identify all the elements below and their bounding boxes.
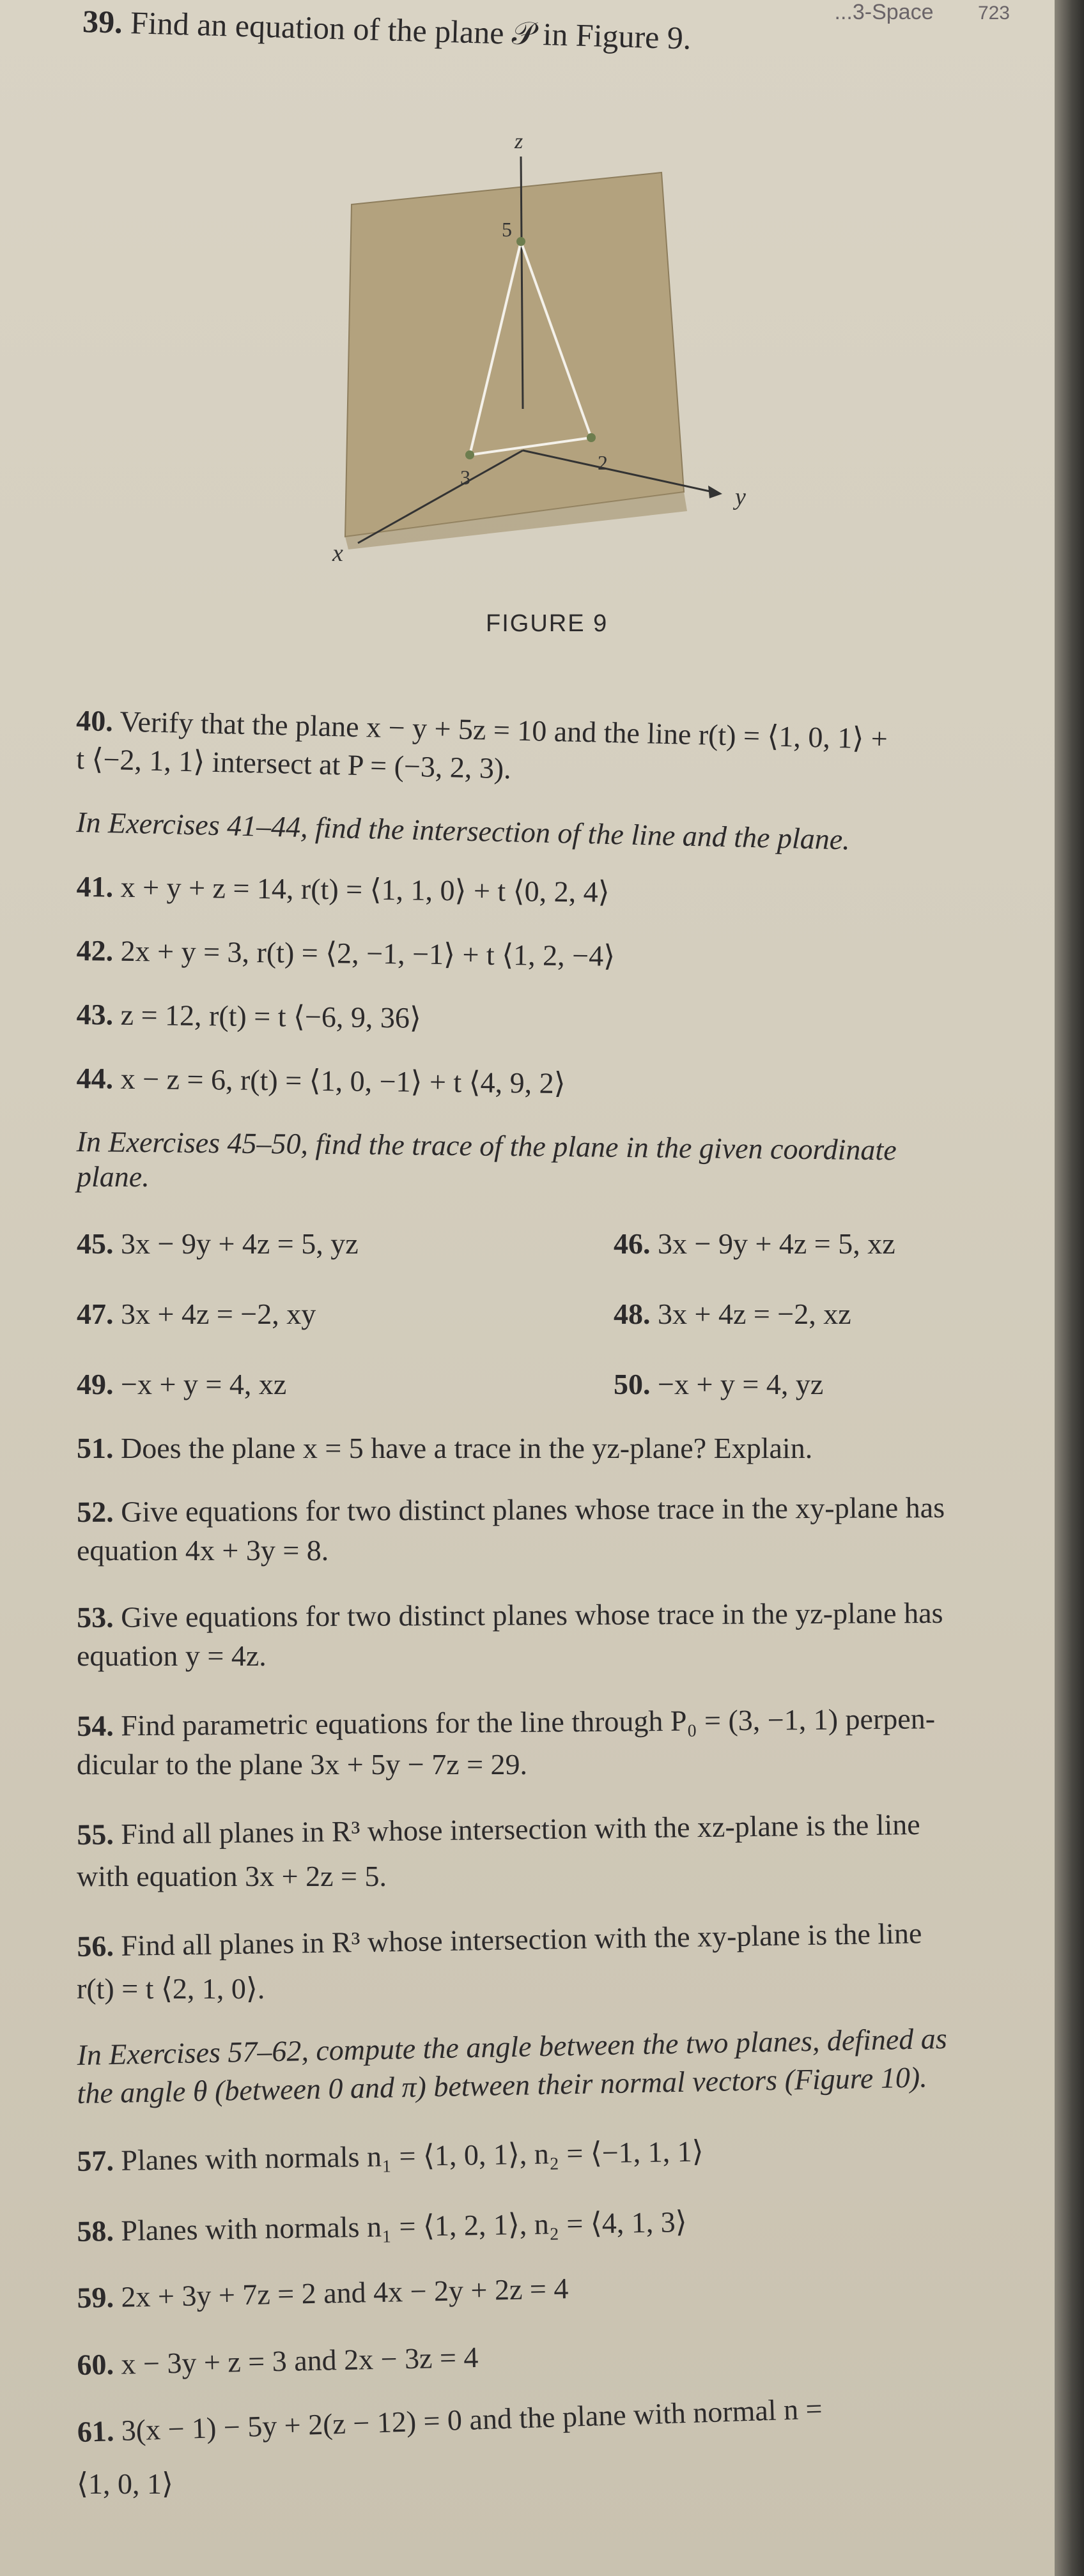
figure-caption: FIGURE 9 — [486, 610, 608, 637]
exercise-41 — [76, 869, 609, 909]
exercise-61 — [77, 2391, 823, 2449]
exercise-text-line1: 3(x − 1) − 5y + 2(z − 12) = 0 and the plane with normal n = — [120, 2392, 823, 2447]
exercise-text: x − 3y + z = 3 and 2x − 3z = 4 — [121, 2340, 479, 2380]
exercise-number: 48. — [614, 1298, 651, 1330]
exercise-text-line1: Find parametric equations for the line through P₀ = (3, −1, 1) perpen- — [121, 1702, 936, 1742]
exercise-text-line1: Find all planes in R³ whose intersection with the xy-plane is the line — [121, 1917, 922, 1962]
instruction-45-50-line1: In Exercises 45–50, find the trace of the plane in the given coordinate — [76, 1125, 897, 1167]
exercise-number: 60. — [77, 2347, 114, 2381]
tick-label-3: 3 — [460, 466, 470, 489]
exercise-text: 2x + 3y + 7z = 2 and 4x − 2y + 2z = 4 — [121, 2272, 569, 2313]
exercise-53 — [77, 1596, 943, 1634]
exercise-51 — [77, 1431, 812, 1465]
plane-p-surface — [345, 172, 684, 537]
exercise-46 — [614, 1227, 895, 1261]
exercise-54-line2: dicular to the plane 3x + 5y − 7z = 29. — [77, 1748, 528, 1781]
exercise-number: 51. — [77, 1432, 114, 1464]
exercise-number: 46. — [614, 1227, 651, 1260]
exercise-number: 40. — [75, 703, 114, 738]
exercise-text-line1: Give equations for two distinct planes whose trace in the xy-plane has — [121, 1491, 945, 1528]
exercise-54 — [77, 1701, 935, 1743]
exercise-number: 44. — [76, 1061, 114, 1095]
point-x-3 — [465, 450, 474, 459]
exercise-text: Find an equation of the plane 𝒫 in Figure 9. — [130, 4, 692, 56]
exercise-52 — [77, 1491, 945, 1529]
exercise-number: 59. — [77, 2280, 114, 2314]
exercise-number: 56. — [77, 1929, 114, 1963]
exercise-text: Planes with normals n₁ = ⟨1, 0, 1⟩, n₂ = ⟨−1, 1, 1⟩ — [121, 2135, 704, 2177]
exercise-55-line2: with equation 3x + 2z = 5. — [77, 1860, 387, 1892]
exercise-42 — [76, 933, 615, 973]
exercise-59 — [77, 2271, 569, 2315]
exercise-number: 42. — [76, 933, 114, 967]
exercise-number: 57. — [77, 2144, 114, 2177]
exercise-47 — [77, 1297, 316, 1331]
section-title: ...3-Space — [834, 0, 934, 24]
exercise-56-line2: r(t) = t ⟨2, 1, 0⟩. — [77, 1972, 265, 2005]
exercise-45 — [77, 1227, 359, 1261]
exercise-text: 3x − 9y + 4z = 5, yz — [121, 1227, 359, 1260]
exercise-number: 58. — [77, 2214, 114, 2248]
exercise-text-line1: Verify that the plane x − y + 5z = 10 and the line r(t) = ⟨1, 0, 1⟩ + — [119, 705, 888, 755]
exercise-56 — [77, 1916, 922, 1963]
exercise-text: Does the plane x = 5 have a trace in the yz-plane? Explain. — [121, 1432, 813, 1464]
exercise-57 — [77, 2134, 704, 2178]
exercise-number: 55. — [77, 1818, 114, 1851]
exercise-43 — [76, 997, 421, 1035]
exercise-number: 49. — [77, 1368, 114, 1400]
exercise-text-line1: Give equations for two distinct planes whose trace in the yz-plane has — [121, 1596, 943, 1634]
point-y-2 — [587, 433, 596, 442]
exercise-58 — [77, 2204, 687, 2248]
exercise-text: x + y + z = 14, r(t) = ⟨1, 1, 0⟩ + t ⟨0, 2, 4⟩ — [120, 870, 610, 908]
exercise-number: 52. — [77, 1495, 114, 1528]
instruction-41-44: In Exercises 41–44, find the intersection of the line and the plane. — [75, 805, 851, 856]
exercise-49 — [77, 1367, 286, 1401]
figure-9-diagram — [0, 0, 1055, 639]
axis-label-x: x — [332, 540, 343, 567]
exercise-52-line2: equation 4x + 3y = 8. — [77, 1534, 329, 1567]
exercise-44 — [76, 1061, 565, 1100]
exercise-text: −x + y = 4, xz — [121, 1368, 287, 1400]
exercise-number: 54. — [77, 1709, 114, 1742]
exercise-number: 61. — [77, 2414, 115, 2448]
instruction-57-62-line2: the angle θ (between 0 and π) between their normal vectors (Figure 10). — [77, 2060, 928, 2110]
exercise-number: 47. — [77, 1298, 114, 1330]
exercise-number: 45. — [77, 1227, 114, 1260]
exercise-text: z = 12, r(t) = t ⟨−6, 9, 36⟩ — [120, 998, 422, 1034]
exercise-40-line2: t ⟨−2, 1, 1⟩ intersect at P = (−3, 2, 3). — [75, 742, 512, 785]
exercise-text: −x + y = 4, yz — [658, 1368, 824, 1400]
page-number: 723 — [977, 3, 1010, 24]
y-axis-arrow — [708, 486, 722, 498]
exercise-48 — [614, 1297, 851, 1331]
page-edge-shadow — [1055, 0, 1084, 2576]
tick-label-2: 2 — [598, 451, 608, 474]
exercise-text-line1: Find all planes in R³ whose intersection with the xz-plane is the line — [121, 1807, 920, 1851]
exercise-text: Planes with normals n₁ = ⟨1, 2, 1⟩, n₂ = ⟨4, 1, 3⟩ — [121, 2205, 688, 2247]
exercise-number: 41. — [76, 870, 114, 903]
exercise-text: 3x + 4z = −2, xz — [658, 1298, 851, 1330]
exercise-text: x − z = 6, r(t) = ⟨1, 0, −1⟩ + t ⟨4, 9, 2⟩ — [120, 1062, 566, 1100]
exercise-text: 2x + y = 3, r(t) = ⟨2, −1, −1⟩ + t ⟨1, 2, −4⟩ — [120, 934, 616, 972]
tick-label-5: 5 — [502, 218, 512, 241]
instruction-57-62-line1: In Exercises 57–62, compute the angle between the two planes, defined as — [77, 2021, 948, 2071]
exercise-number: 43. — [76, 997, 114, 1031]
axis-label-y: y — [735, 484, 746, 510]
exercise-text: 3x + 4z = −2, xy — [121, 1298, 316, 1330]
instruction-45-50-line2: plane. — [77, 1160, 150, 1193]
exercise-53-line2: equation y = 4z. — [77, 1639, 267, 1672]
exercise-61-line2: ⟨1, 0, 1⟩ — [77, 2467, 173, 2500]
exercise-55 — [77, 1807, 920, 1851]
exercise-number: 39. — [82, 3, 123, 40]
point-z-5 — [516, 237, 525, 246]
exercise-50 — [614, 1367, 823, 1401]
exercise-text: 3x − 9y + 4z = 5, xz — [658, 1227, 895, 1260]
axis-label-z: z — [515, 130, 523, 153]
exercise-number: 53. — [77, 1600, 114, 1634]
exercise-number: 50. — [614, 1368, 651, 1400]
exercise-60 — [77, 2340, 479, 2382]
